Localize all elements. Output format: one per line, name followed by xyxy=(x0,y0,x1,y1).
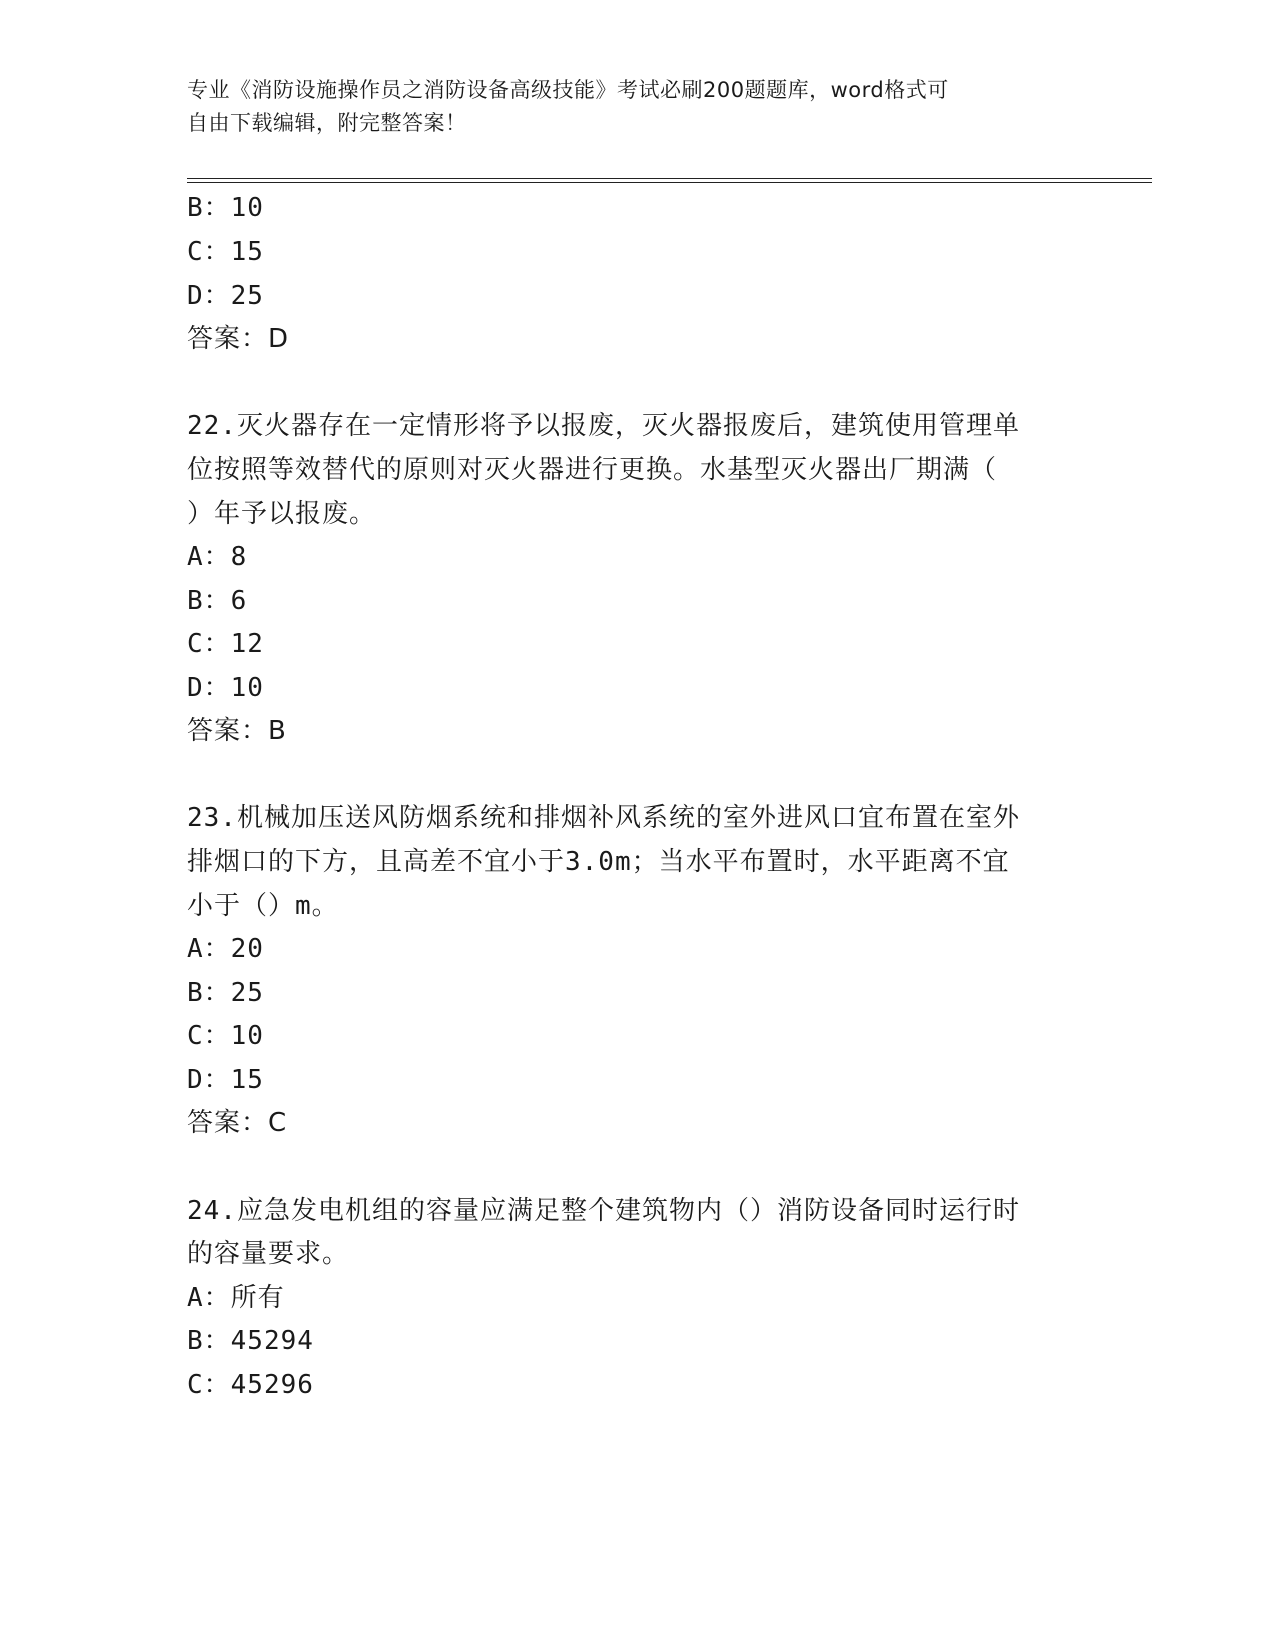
header-divider-bottom xyxy=(187,182,1152,183)
option-c: C：45296 xyxy=(187,1370,314,1400)
question-stem-line: 排烟口的下方，且高差不宜小于3.0m；当水平布置时，水平距离不宜 xyxy=(187,847,1010,877)
option-d: D：10 xyxy=(187,673,264,703)
answer: 答案：D xyxy=(187,324,290,354)
option-c: C：15 xyxy=(187,237,264,267)
option-a: A：所有 xyxy=(187,1283,285,1313)
option-a: A：20 xyxy=(187,934,264,964)
question-stem-line: 22.灭火器存在一定情形将予以报废，灭火器报废后，建筑使用管理单 xyxy=(187,411,1020,441)
option-c: C：12 xyxy=(187,629,264,659)
document-header xyxy=(187,74,1087,140)
option-d: D：15 xyxy=(187,1065,264,1095)
option-b: B：45294 xyxy=(187,1326,314,1356)
answer: 答案：C xyxy=(187,1108,288,1138)
option-a: A：8 xyxy=(187,542,248,572)
question-stem-line: 的容量要求。 xyxy=(187,1239,350,1269)
option-c: C：10 xyxy=(187,1021,264,1051)
option-d: D：25 xyxy=(187,281,264,311)
question-stem-line: ）年予以报废。 xyxy=(187,499,377,529)
header-line-1: 专业《消防设施操作员之消防设备高级技能》考试必刷200题题库，word格式可 xyxy=(187,78,949,102)
question-stem-line: 位按照等效替代的原则对灭火器进行更换。水基型灭火器出厂期满（ xyxy=(187,455,998,485)
answer: 答案：B xyxy=(187,716,287,746)
option-b: B：10 xyxy=(187,193,264,223)
question-stem-line: 24.应急发电机组的容量应满足整个建筑物内（）消防设备同时运行时 xyxy=(187,1196,1020,1226)
question-stem-line: 小于（）m。 xyxy=(187,891,339,921)
header-divider-top xyxy=(187,178,1152,179)
question-stem-line: 23.机械加压送风防烟系统和排烟补风系统的室外进风口宜布置在室外 xyxy=(187,803,1020,833)
header-line-2: 自由下载编辑，附完整答案！ xyxy=(187,111,467,135)
option-b: B：6 xyxy=(187,586,248,616)
option-b: B：25 xyxy=(187,978,264,1008)
